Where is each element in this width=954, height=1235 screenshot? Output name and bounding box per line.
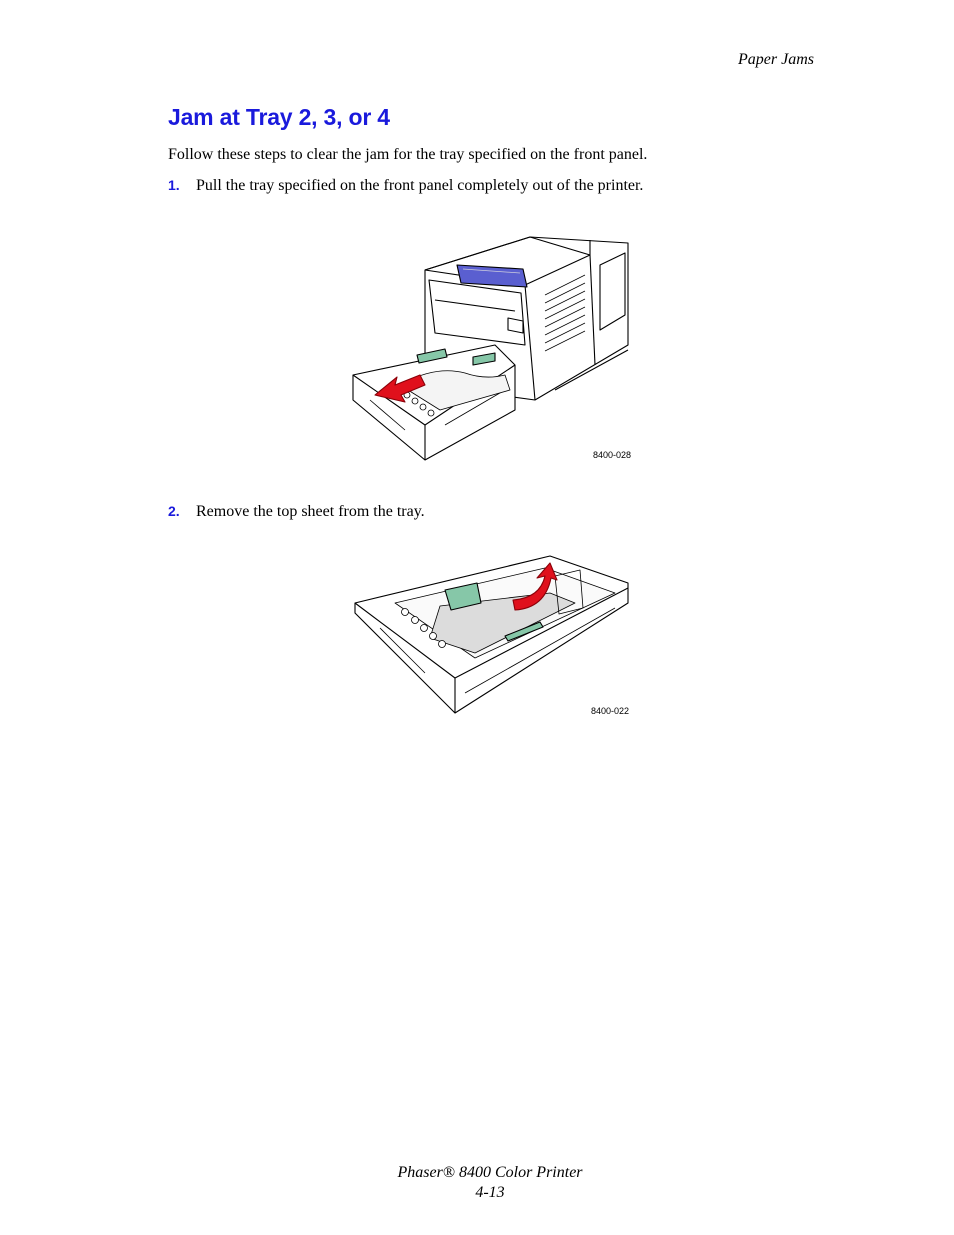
page-title: Jam at Tray 2, 3, or 4: [168, 104, 390, 130]
figure-code: 8400-028: [593, 450, 632, 460]
figure-code: 8400-022: [591, 706, 630, 716]
intro-paragraph: Follow these steps to clear the jam for the tray specified on the front panel.: [168, 146, 648, 163]
footer-page-number: 4-13: [475, 1184, 505, 1201]
running-header: Paper Jams: [738, 51, 814, 68]
step-text: Remove the top sheet from the tray.: [196, 503, 425, 520]
step-1: [168, 177, 643, 195]
footer-product: Phaser® 8400 Color Printer: [397, 1164, 583, 1181]
step-number: 1.: [168, 177, 180, 193]
printer-tray-pull-icon: [345, 225, 635, 470]
step-text: Pull the tray specified on the front panel completely out of the printer.: [196, 177, 644, 194]
tray-remove-sheet-icon: [345, 548, 635, 728]
step-number: 2.: [168, 503, 180, 519]
step-2: [168, 503, 425, 521]
